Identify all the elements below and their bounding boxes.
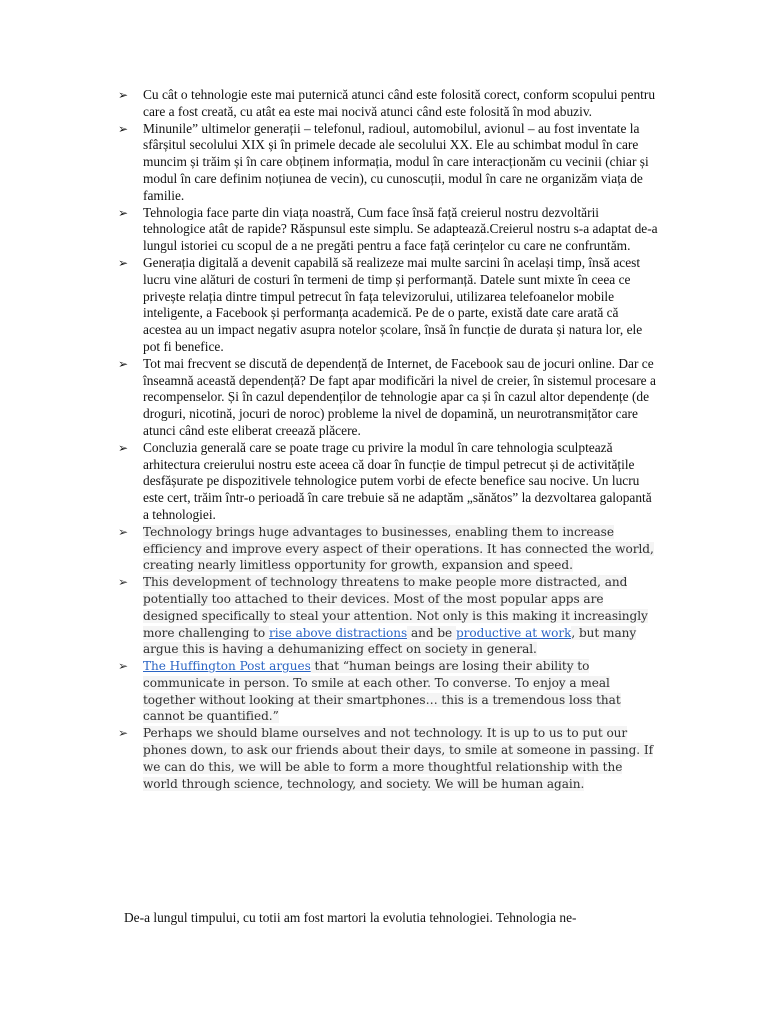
paragraph-text: This development of technology threatens to make people more distracted, and potentially too attached to their devices. Most of the most popular apps are designed specifically to steal your attention. Not only is this making it increasingly more challenging to xyxy=(143,575,648,640)
paragraph-text: , but many argue this is having a dehumanizing effect on society in general. xyxy=(143,625,637,657)
paragraph-text: Cu cât o tehnologie este mai puternică atunci când este folosită corect, conform scopului pentru care a fost creată, cu atât ea este mai nocivă atunci când este folosită în mod abuziv. xyxy=(143,87,656,119)
list-item xyxy=(118,574,658,658)
list-item xyxy=(118,356,658,440)
arrow-bullet-icon: ➢ xyxy=(118,356,129,371)
paragraph-text: Minunile” ultimelor generații – telefonul, radioul, automobilul, avionul – au fost inventate la sfârșitul secolului XIX și în primele decade ale secolului XX. Ele au schimbat modul în care muncim și trăim și în care obținem informația, modul în care interacționăm cu vecinii (chiar și modul în care definim noțiunea de vecin), cu cunoscuții, modul în care ne organizăm viața de familie. xyxy=(143,120,649,203)
list-item xyxy=(118,524,658,574)
closing-paragraph: De-a lungul timpului, cu totii am fost martori la evolutia tehnologiei. Tehnologia ne- xyxy=(124,910,577,925)
productive-at-work-link[interactable]: productive at work xyxy=(455,625,572,640)
arrow-bullet-icon: ➢ xyxy=(118,205,129,220)
bullet-list xyxy=(118,87,658,792)
arrow-bullet-icon: ➢ xyxy=(118,575,129,590)
arrow-bullet-icon: ➢ xyxy=(118,440,129,455)
paragraph-text: that “human beings are losing their ability to communicate in person. To smile at each other. To converse. To enjoy a meal together without looking at their smartphones… this is a tremendous loss that cannot be quantified.” xyxy=(143,659,621,724)
paragraph-text: Technology brings huge advantages to businesses, enabling them to increase efficiency and improve every aspect of their operations. It has connected the world, creating nearly limitless opportunity for growth, expansion and speed. xyxy=(143,524,654,573)
paragraph-text: Tehnologia face parte din viața noastră, Cum face însă față creierul nostru dezvoltării tehnologice atât de rapide? Răspunsul este simplu. Se adaptează.Creierul nostru s-a adaptat de-a lungul istoriei cu scopul de a ne pregăti pentru a face față cerințelor cu care ne confruntăm. xyxy=(143,204,658,254)
paragraph-text: Perhaps we should blame ourselves and not technology. It is up to us to put our phones down, to ask our friends about their days, to smile at someone in passing. If we can do this, we will be able to form a more thoughtful relationship with the world through science, technology, and society. We will be human again. xyxy=(143,726,653,791)
list-item xyxy=(118,121,658,205)
list-item xyxy=(118,87,658,121)
paragraph-text: Generația digitală a devenit capabilă să realizeze mai multe sarcini în același timp, însă acest lucru vine alături de costuri în termeni de timp și performanță. Datele sunt mixte în ceea ce privește relația dintre timpul petrecut în fața televizorului, utilizarea telefoanelor mobile inteligente, a Facebook și performanța academică. Pe de o parte, există date care arată că acestea au un impact negativ asupra notelor școlare, însă în funcție de durata și natura lor, ele pot fi benefice. xyxy=(143,254,643,354)
arrow-bullet-icon: ➢ xyxy=(118,88,129,102)
list-item xyxy=(118,658,658,725)
list-item xyxy=(118,205,658,255)
list-item xyxy=(118,725,658,792)
list-item xyxy=(118,255,658,356)
arrow-bullet-icon: ➢ xyxy=(118,524,129,539)
paragraph-text: and be xyxy=(407,625,456,640)
arrow-bullet-icon: ➢ xyxy=(118,726,129,741)
paragraph-text: Concluzia generală care se poate trage cu privire la modul în care tehnologia sculptează arhitectura creierului nostru este aceea că doar în funcție de timpul petrecut și de activitățile desfășurate pe dispozitivele tehnologice putem vorbi de efecte benefice sau nocive. Un lucru este cert, trăim într-o perioadă în care trebuie să ne adaptăm „sănătos” la dezvoltarea galopantă a tehnologiei. xyxy=(143,439,652,522)
arrow-bullet-icon: ➢ xyxy=(118,255,129,270)
paragraph-text: Tot mai frecvent se discută de dependență de Internet, de Facebook sau de jocuri online. Dar ce înseamnă această dependență? De fapt apar modificări la nivel de creier, în sistemul procesare a recompenselor. Și în cazul dependenților de tehnologie apar ca și în cazul altor dependențe (de droguri, nicotină, jocuri de noroc) probleme la nivel de dopamină, un neurotransmițător care atunci când este eliberat creează plăcere. xyxy=(143,355,656,438)
rise-above-distractions-link[interactable]: rise above distractions xyxy=(268,625,408,640)
huffington-post-link[interactable]: The Huffington Post argues xyxy=(143,659,311,674)
list-item xyxy=(118,440,658,524)
arrow-bullet-icon: ➢ xyxy=(118,659,129,674)
arrow-bullet-icon: ➢ xyxy=(118,121,129,136)
